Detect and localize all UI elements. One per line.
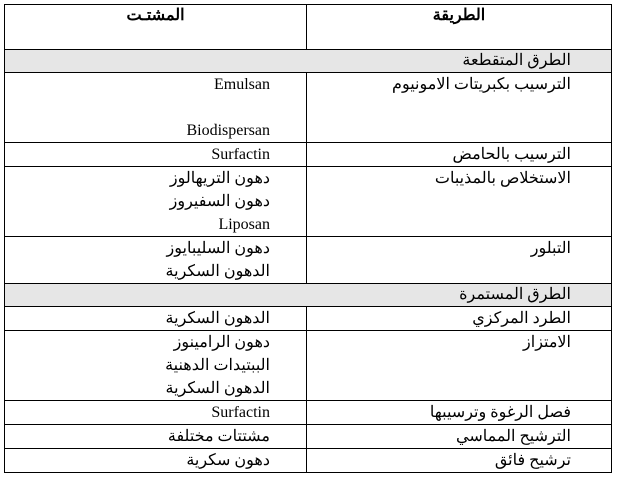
- product-item: Emulsan: [214, 76, 270, 93]
- method-cell: [307, 167, 612, 237]
- table-row: [5, 167, 612, 237]
- table-row: [5, 425, 612, 449]
- section-title: الطرق المستمرة: [459, 286, 571, 303]
- product-item: مشتتات مختلفة: [167, 428, 270, 445]
- method-cell: [307, 143, 612, 167]
- method-cell: [307, 331, 612, 401]
- product-item: الدهون السكرية: [165, 263, 270, 280]
- methods-table-body: [5, 5, 612, 473]
- method-cell: [307, 425, 612, 449]
- table-row: [5, 401, 612, 425]
- products-list: [5, 449, 270, 472]
- header-products: المشتـت: [126, 7, 185, 24]
- product-item: الدهون السكرية: [165, 380, 270, 397]
- products-list: [5, 307, 270, 330]
- header-row: [5, 5, 612, 50]
- method-name: الترسيب بالحامض: [452, 146, 571, 163]
- section-header-row: [5, 284, 612, 307]
- products-cell: [5, 449, 307, 473]
- products-cell: [5, 237, 307, 284]
- method-name: فصل الرغوة وترسيبها: [429, 404, 571, 421]
- products-list: [5, 237, 270, 283]
- products-list: [5, 401, 270, 424]
- header-products-cell: [5, 5, 307, 50]
- products-cell: [5, 425, 307, 449]
- products-cell: [5, 73, 307, 143]
- products-cell: [5, 167, 307, 237]
- method-name: الترشيح المماسي: [456, 428, 571, 445]
- products-cell: [5, 143, 307, 167]
- table-row: [5, 449, 612, 473]
- products-list: [5, 331, 270, 400]
- table-row: [5, 143, 612, 167]
- products-list: [5, 143, 270, 166]
- product-item: دهون الرامينوز: [173, 334, 270, 351]
- method-cell: [307, 73, 612, 143]
- product-item: Surfactin: [211, 404, 270, 421]
- section-title: الطرق المتقطعة: [462, 52, 571, 69]
- product-item: دهون السليبايوز: [166, 240, 270, 257]
- header-method: الطريقة: [432, 7, 486, 24]
- product-item: دهون التريهالوز: [169, 170, 270, 187]
- method-name: ترشيح فائق: [494, 452, 571, 469]
- table-row: [5, 331, 612, 401]
- product-item: Liposan: [218, 216, 270, 233]
- section-header-cell: [5, 50, 612, 73]
- method-name: التبلور: [530, 240, 571, 257]
- products-cell: [5, 307, 307, 331]
- products-cell: [5, 401, 307, 425]
- table-row: [5, 237, 612, 284]
- products-list: [5, 73, 270, 142]
- table-row: [5, 307, 612, 331]
- product-item: Surfactin: [211, 146, 270, 163]
- table-row: [5, 73, 612, 143]
- product-item: [5, 96, 270, 119]
- products-cell: [5, 331, 307, 401]
- method-cell: [307, 307, 612, 331]
- method-cell: [307, 237, 612, 284]
- method-name: الترسيب بكبريتات الامونيوم: [392, 76, 571, 93]
- product-item: دهون السفيروز: [169, 193, 270, 210]
- methods-table: [4, 4, 612, 473]
- product-item: الببتيدات الدهنية: [165, 357, 270, 374]
- section-header-cell: [5, 284, 612, 307]
- section-header-row: [5, 50, 612, 73]
- product-item: الدهون السكرية: [165, 310, 270, 327]
- products-list: [5, 167, 270, 236]
- method-name: الامتزاز: [523, 334, 571, 351]
- product-item: Biodispersan: [186, 122, 270, 139]
- products-list: [5, 425, 270, 448]
- product-item: دهون سكرية: [186, 452, 270, 469]
- header-method-cell: [307, 5, 612, 50]
- method-cell: [307, 401, 612, 425]
- method-name: الطرد المركزي: [472, 310, 571, 327]
- method-name: الاستخلاص بالمذيبات: [434, 170, 571, 187]
- method-cell: [307, 449, 612, 473]
